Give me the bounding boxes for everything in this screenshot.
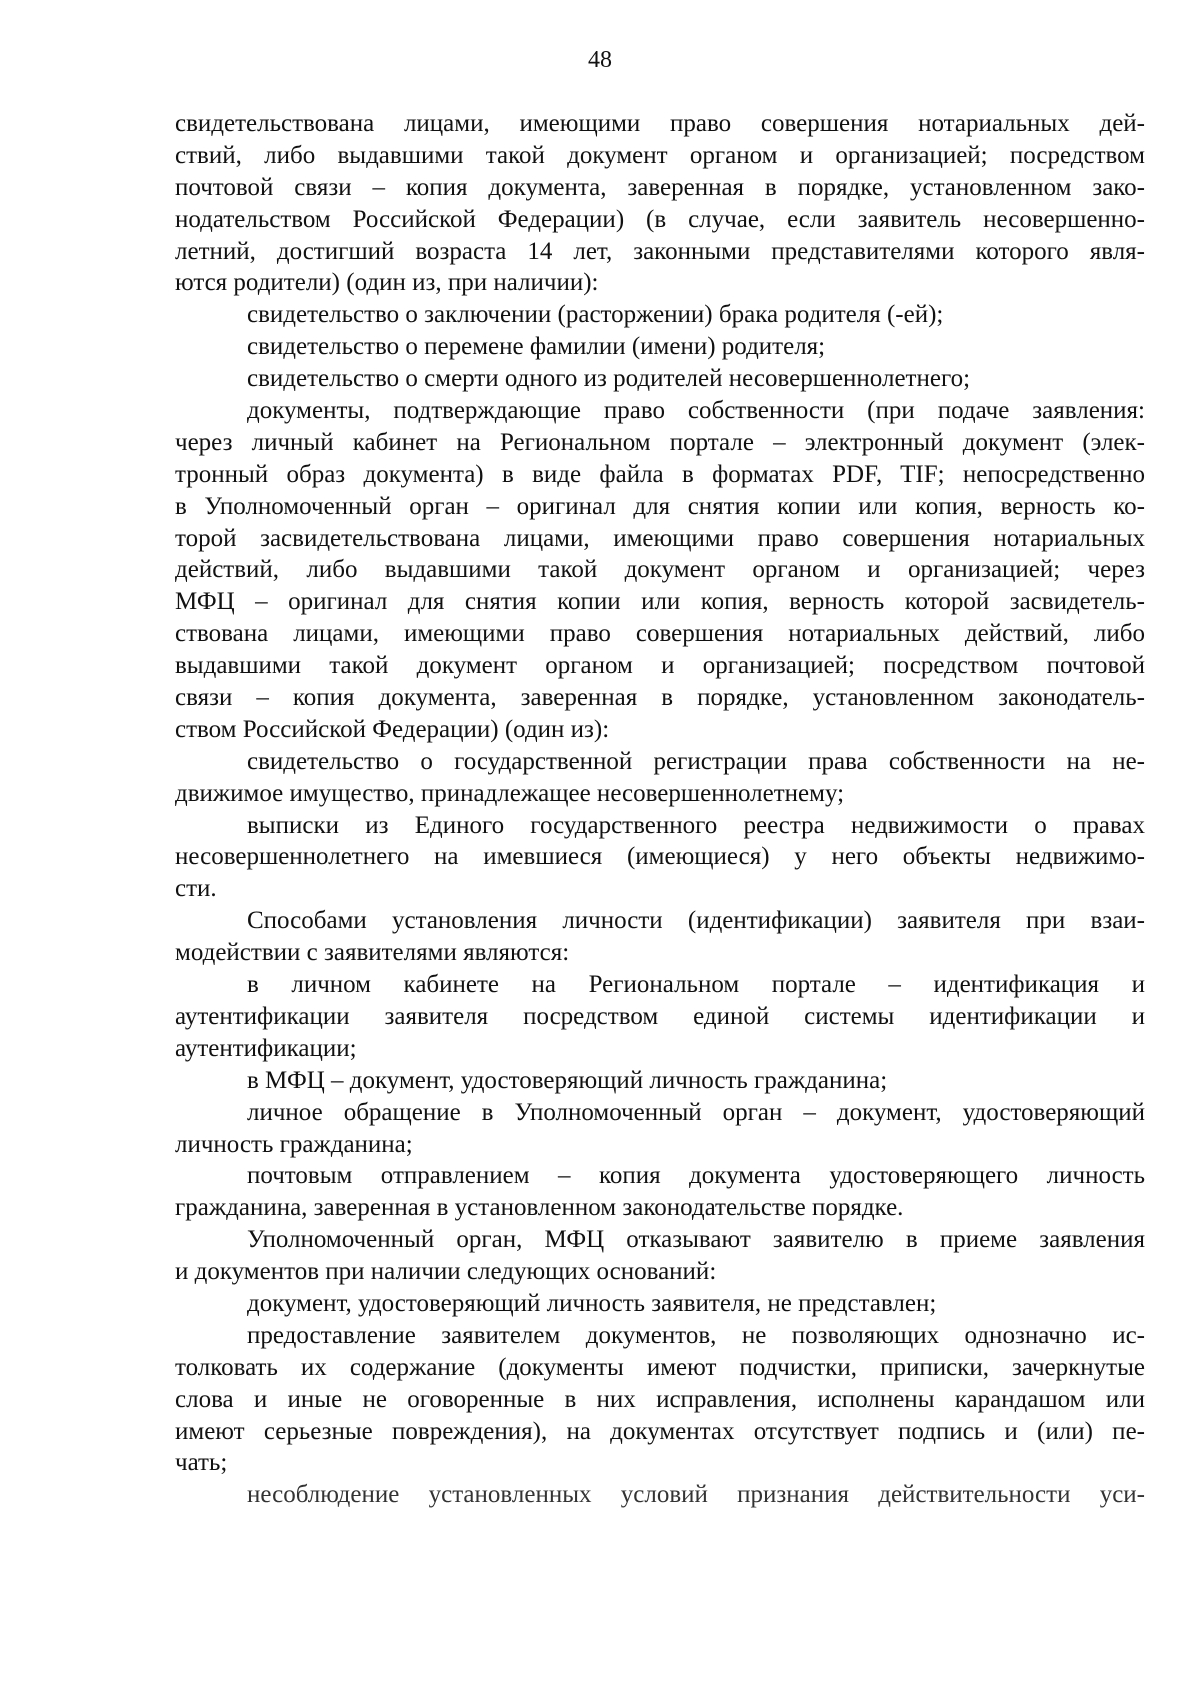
text-line: имеют серьезные повреждения), на документах отсутствует подпись и (или) пе- [175, 1417, 1145, 1445]
text-line: действий, либо выдавшими такой документ органом и организацией; через [175, 556, 1145, 584]
text-line: ются родители) (один из, при наличии): [175, 269, 599, 297]
document-body [175, 108, 1145, 1511]
text-line: аутентификации; [175, 1034, 357, 1062]
text-line: свидетельство о заключении (расторжении) брака родителя (-ей); [247, 301, 944, 329]
text-line: через личный кабинет на Региональном портале – электронный документ (элек- [175, 428, 1145, 456]
text-line: МФЦ – оригинал для снятия копии или копия, верность которой засвидетель- [175, 588, 1145, 616]
text-line: свидетельство о смерти одного из родителей несовершеннолетнего; [247, 365, 971, 393]
page-number: 48 [588, 47, 612, 73]
text-line: модействии с заявителями являются: [175, 939, 570, 967]
text-line: Уполномоченный орган, МФЦ отказывают заявителю в приеме заявления [247, 1226, 1145, 1254]
text-line: нодательством Российской Федерации) (в случае, если заявитель несовершенно- [175, 205, 1145, 233]
text-line: почтовым отправлением – копия документа удостоверяющего личность [247, 1162, 1145, 1190]
text-line: выдавшими такой документ органом и организацией; посредством почтовой [175, 652, 1145, 680]
text-line: ствована лицами, имеющими право совершения нотариальных действий, либо [175, 620, 1145, 648]
text-line: документы, подтверждающие право собственности (при подаче заявления: [247, 397, 1145, 425]
text-line: несовершеннолетнего на имевшиеся (имеющиеся) у него объекты недвижимо- [175, 843, 1145, 871]
text-line: и документов при наличии следующих оснований: [175, 1258, 717, 1286]
text-line: связи – копия документа, заверенная в порядке, установленном законодатель- [175, 684, 1145, 712]
text-line: почтовой связи – копия документа, заверенная в порядке, установленном зако- [175, 173, 1145, 201]
text-line: слова и иные не оговоренные в них исправления, исполнены карандашом или [175, 1385, 1145, 1413]
text-line: ством Российской Федерации) (один из): [175, 715, 610, 743]
text-line: документ, удостоверяющий личность заявителя, не представлен; [247, 1289, 937, 1317]
text-line: в личном кабинете на Региональном портале – идентификация и [247, 971, 1145, 999]
text-line: движимое имущество, принадлежащее несовершеннолетнему; [175, 779, 845, 807]
text-line: тронный образ документа) в виде файла в форматах PDF, TIF; непосредственно [175, 460, 1145, 488]
text-line: в Уполномоченный орган – оригинал для снятия копии или копия, верность ко- [175, 492, 1145, 520]
text-line: чать; [175, 1449, 228, 1477]
text-line: аутентификации заявителя посредством единой системы идентификации и [175, 1002, 1145, 1030]
text-line: свидетельство о перемене фамилии (имени) родителя; [247, 333, 826, 361]
text-line: сти. [175, 875, 217, 903]
text-line: свидетельство о государственной регистрации права собственности на не- [247, 747, 1145, 775]
text-line: личность гражданина; [175, 1130, 413, 1158]
text-line: свидетельствована лицами, имеющими право совершения нотариальных дей- [175, 110, 1145, 137]
text-line: ствий, либо выдавшими такой документ органом и организацией; посредством [175, 141, 1145, 169]
text-line: личное обращение в Уполномоченный орган – документ, удостоверяющий [247, 1098, 1145, 1126]
text-line: толковать их содержание (документы имеют подчистки, приписки, зачеркнутые [175, 1353, 1145, 1381]
text-line: летний, достигший возраста 14 лет, законными представителями которого явля- [175, 237, 1145, 265]
text-line: выписки из Единого государственного реестра недвижимости о правах [247, 811, 1145, 839]
text-line: несоблюдение установленных условий признания действительности уси- [247, 1481, 1145, 1509]
text-line: гражданина, заверенная в установленном законодательстве порядке. [175, 1194, 904, 1222]
text-line: предоставление заявителем документов, не позволяющих однозначно ис- [247, 1321, 1145, 1349]
text-line: торой засвидетельствована лицами, имеющими право совершения нотариальных [175, 524, 1145, 552]
text-line: Способами установления личности (идентификации) заявителя при взаи- [247, 907, 1145, 935]
text-line: в МФЦ – документ, удостоверяющий личность гражданина; [247, 1066, 888, 1094]
